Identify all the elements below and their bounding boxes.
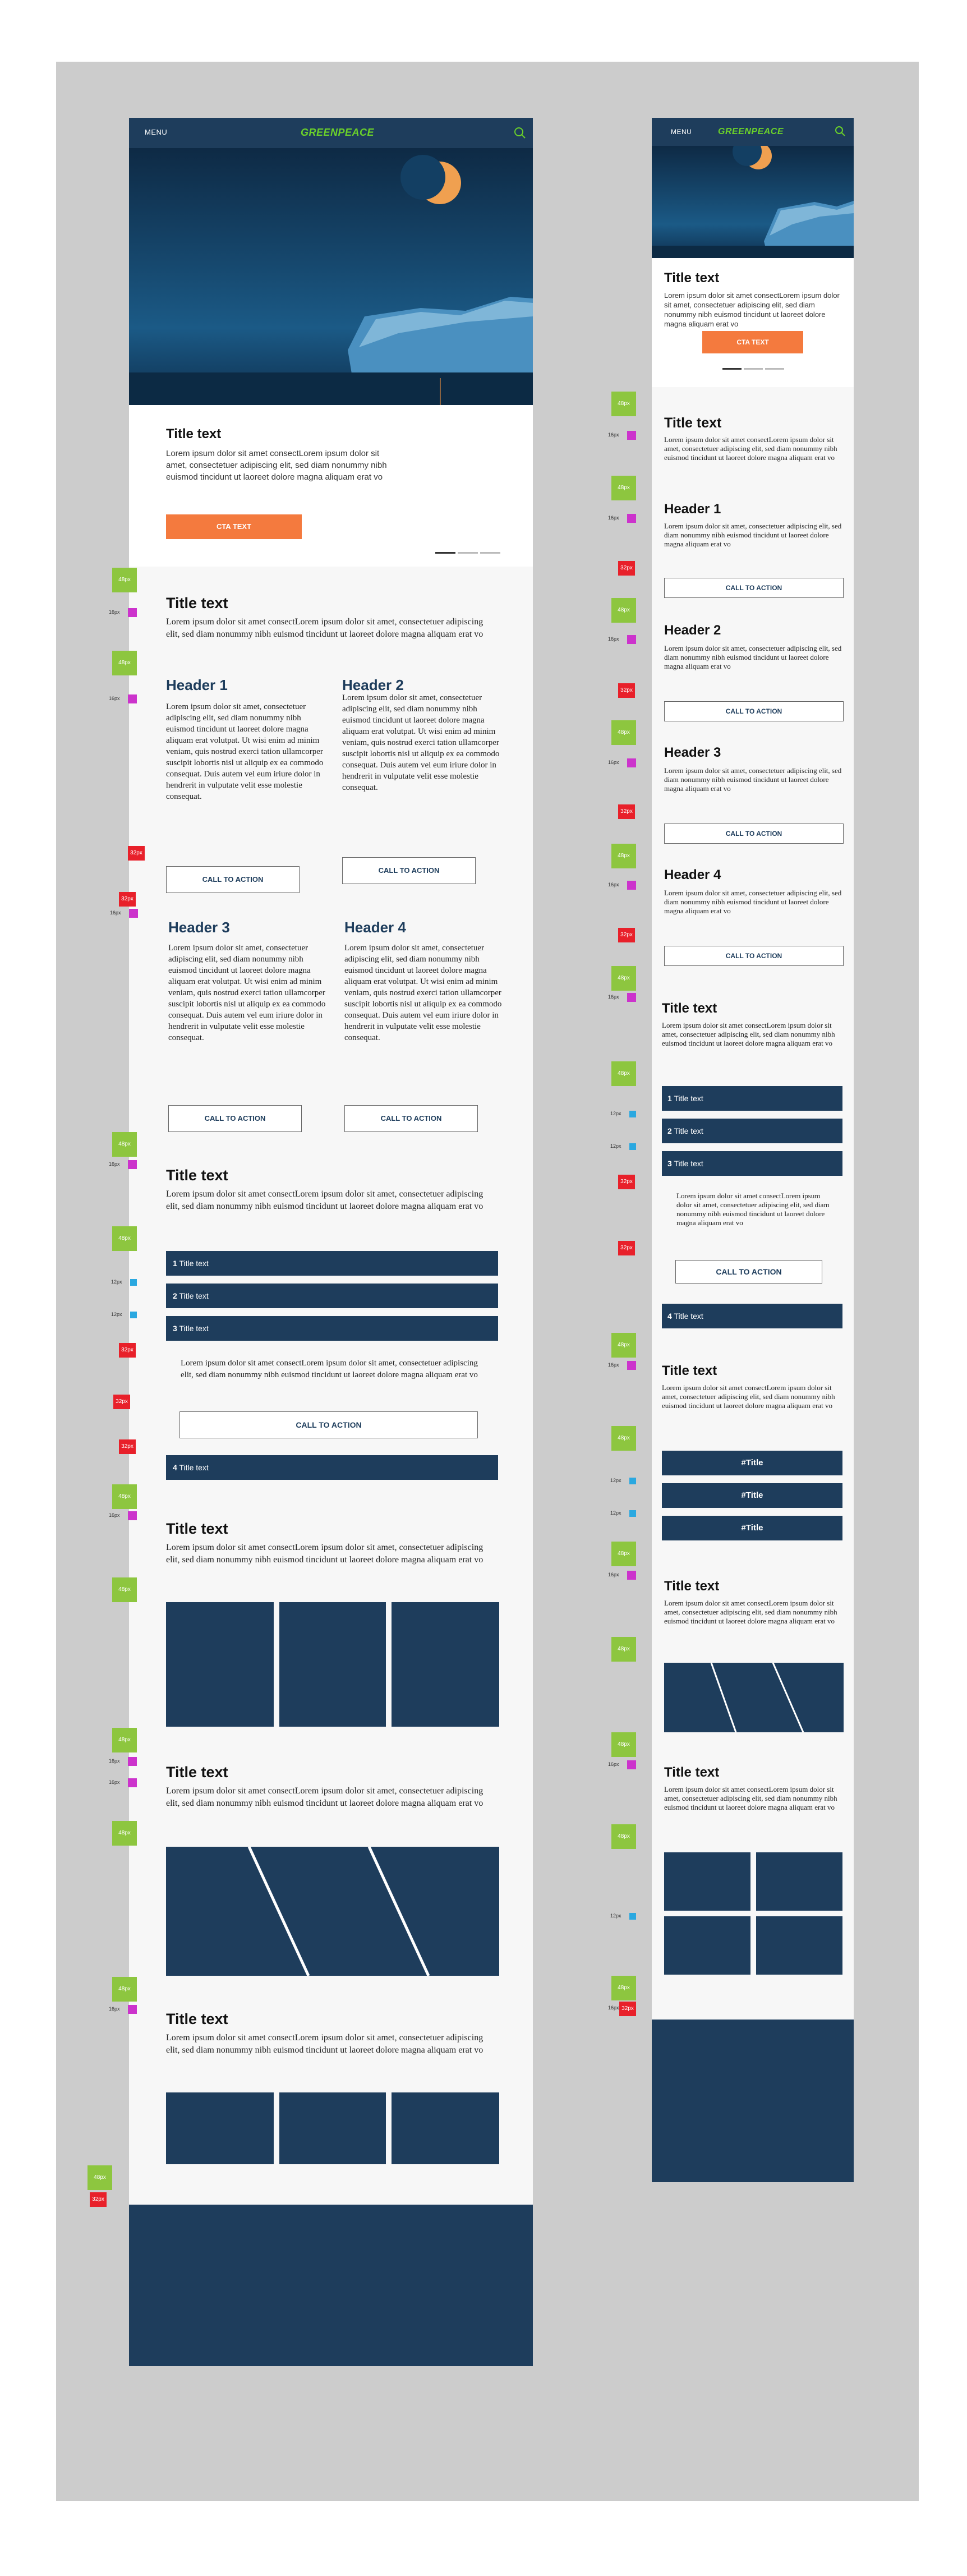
accordion-title: Title text [166,1167,228,1184]
accordion-item-label: Title text [179,1259,209,1268]
footer [652,2020,854,2182]
gallery-1-title: Title text [166,1520,228,1537]
menu-button[interactable]: MENU [145,128,168,136]
spacing-48-marker: 48px [611,476,636,500]
gallery-2-text: Lorem ipsum dolor sit amet consectLorem ipsum dolor sit amet, consectetuer adipiscing elit, sed diam nonummy nibh euismod tincidunt ut laoreet dolore magna aliquam erat vo [166,1786,483,1808]
accordion-item-label: Title text [674,1159,703,1168]
spacing-16-marker [128,2005,137,2014]
accordion-item-number: 1 [667,1094,672,1103]
header-4-cta[interactable]: CALL TO ACTION [344,1105,478,1132]
spacing-48-marker: 48px [112,1132,137,1157]
spacing-16-label: 16px [109,1758,120,1764]
gallery-slideshow[interactable] [664,1663,844,1732]
spacing-32-marker: 32px [619,2002,636,2016]
spacing-48-marker: 48px [611,844,636,868]
accordion-item[interactable] [662,1151,842,1176]
header-2-text: Lorem ipsum dolor sit amet, consectetuer adipiscing elit, sed diam nonummy nibh euismod tincidunt ut laoreet dolore magna aliquam erat vo [664,644,842,670]
spacing-12-marker [130,1279,137,1286]
accordion-item-label: Title text [179,1463,209,1472]
header-2-text: Lorem ipsum dolor sit amet, consectetuer adipiscing elit, sed diam nonummy nibh euismod tincidunt ut laoreet dolore magna aliquam erat volutpat. Ut wisi enim ad minim veniam, quis nostrud exerci tation ullamcorper suscipit lobortis nisl ut aliquip ex ea commodo consequat. Duis autem vel eum iriure dolor in hendrerit in vulputate velit esse molestie consequat. [342,693,500,792]
spacing-12-label: 12px [111,1279,122,1285]
spacing-12-marker [629,1478,636,1484]
header-4-text: Lorem ipsum dolor sit amet, consectetuer adipiscing elit, sed diam nonummy nibh euismod tincidunt ut laoreet dolore magna aliquam erat vo [664,889,842,915]
carousel-dot[interactable] [744,368,763,370]
spacing-48-marker: 48px [112,1821,137,1846]
spacing-12-marker [629,1143,636,1150]
spacing-48-marker: 48px [611,1976,636,2000]
gallery-tile[interactable] [166,1602,274,1727]
header-2-cta[interactable]: CALL TO ACTION [342,857,476,884]
accordion-item[interactable] [166,1316,498,1341]
spacing-16-label: 16px [608,1761,619,1767]
spacing-16-label: 16px [608,515,619,521]
spacing-48-marker: 48px [112,1577,137,1602]
search-icon[interactable] [835,126,846,137]
spacing-16-label: 16px [608,994,619,1000]
spacing-48-marker: 48px [112,1977,137,2002]
spacing-48-marker: 48px [611,598,636,623]
gallery-slideshow[interactable] [166,1847,499,1976]
spacing-32-marker: 32px [618,1175,635,1189]
spacing-16-label: 16px [608,432,619,438]
tag-button[interactable]: #Title [662,1451,842,1475]
gallery-tile[interactable] [392,1602,499,1727]
spacing-16-marker [627,993,636,1002]
accordion-text: Lorem ipsum dolor sit amet consectLorem ipsum dolor sit amet, consectetuer adipiscing elit, sed diam nonummy nibh euismod tincidunt ut laoreet dolore magna aliquam erat vo [662,1021,835,1047]
tag-button[interactable]: #Title [662,1483,842,1508]
spacing-16-marker [627,1361,636,1370]
header-2-title: Header 2 [664,623,721,638]
spacing-16-marker [627,431,636,440]
hero-content [129,405,533,567]
cta-button[interactable]: CTA TEXT [166,514,302,539]
accordion-item[interactable] [166,1251,498,1276]
spacing-16-label: 16px [109,609,120,615]
header-1-text: Lorem ipsum dolor sit amet, consectetuer adipiscing elit, sed diam nonummy nibh euismod tincidunt ut laoreet dolore magna aliquam erat volutpat. Ut wisi enim ad minim veniam, quis nostrud exerci tation ullamcorper suscipit lobortis nisl ut aliquip ex ea commodo consequat. Duis autem vel eum iriure dolor in hendrerit in vulputate velit esse molestie consequat. [166,702,324,801]
spacing-16-label: 16px [608,882,619,887]
header-3-title: Header 3 [168,919,230,936]
header-3-text: Lorem ipsum dolor sit amet, consectetuer adipiscing elit, sed diam nonummy nibh euismod tincidunt ut laoreet dolore magna aliquam erat vo [664,766,842,793]
accordion-item-number: 4 [667,1312,672,1321]
accordion-panel-cta[interactable]: CALL TO ACTION [675,1260,822,1284]
accordion-item-number: 3 [667,1159,672,1168]
spacing-16-marker [627,1760,636,1769]
accordion-item[interactable] [166,1455,498,1480]
header-2-cta[interactable]: CALL TO ACTION [664,701,844,721]
spacing-12-marker [629,1913,636,1920]
spacing-48-marker: 48px [611,720,636,745]
hero-image [129,148,533,405]
spacing-16-marker [627,1571,636,1580]
gallery-tile[interactable] [279,1602,386,1727]
gallery-tile[interactable] [166,2092,274,2164]
accordion-item-number: 2 [173,1291,177,1300]
spacing-32-marker: 32px [119,892,136,907]
header-3-cta[interactable]: CALL TO ACTION [168,1105,302,1132]
spacing-48-marker: 48px [112,568,137,592]
gallery-3-title: Title text [166,2011,228,2027]
spacing-32-marker: 32px [113,1395,130,1409]
gallery-3-text: Lorem ipsum dolor sit amet consectLorem ipsum dolor sit amet, consectetuer adipiscing elit, sed diam nonummy nibh euismod tincidunt ut laoreet dolore magna aliquam erat vo [166,2033,483,2055]
accordion-panel-text: Lorem ipsum dolor sit amet consectLorem ipsum dolor sit amet, consectetuer adipiscing elit, sed diam nonummy nibh euismod tincidunt ut laoreet dolore magna aliquam erat vo [676,1192,830,1227]
gallery-tile[interactable] [392,2092,499,2164]
intro-text: Lorem ipsum dolor sit amet consectLorem ipsum dolor sit amet, consectetuer adipiscing elit, sed diam nonummy nibh euismod tincidunt ut laoreet dolore magna aliquam erat vo [166,617,483,639]
gallery-2-text: Lorem ipsum dolor sit amet consectLorem ipsum dolor sit amet, consectetuer adipiscing elit, sed diam nonummy nibh euismod tincidunt ut laoreet dolore magna aliquam erat vo [664,1785,837,1811]
header-3-text: Lorem ipsum dolor sit amet, consectetuer adipiscing elit, sed diam nonummy nibh euismod tincidunt ut laoreet dolore magna aliquam erat volutpat. Ut wisi enim ad minim veniam, quis nostrud exerci tation ullamcorper suscipit lobortis nisl ut aliquip ex ea commodo consequat. Duis autem vel eum iriure dolor in hendrerit in vulputate velit esse molestie consequat. [168,944,326,1042]
spacing-48-marker: 48px [611,966,636,991]
accordion-title: Title text [662,1001,717,1016]
accordion-item-number: 4 [173,1463,177,1472]
spacing-16-label: 16px [608,2005,619,2011]
header-1-title: Header 1 [664,502,721,517]
spacing-16-label: 16px [608,760,619,765]
gallery-1-text: Lorem ipsum dolor sit amet consectLorem ipsum dolor sit amet, consectetuer adipiscing elit, sed diam nonummy nibh euismod tincidunt ut laoreet dolore magna aliquam erat vo [664,1599,837,1625]
spacing-32-marker: 32px [618,1241,635,1255]
carousel-dot[interactable] [480,552,500,554]
accordion-panel-cta[interactable]: CALL TO ACTION [179,1411,478,1438]
accordion-item-label: Title text [674,1126,703,1135]
spacing-48-marker: 48px [611,1426,636,1451]
spacing-12-marker [130,1312,137,1318]
spacing-16-label: 16px [110,910,121,916]
accordion-item-label: Title text [179,1291,209,1300]
accordion-item[interactable] [662,1304,842,1328]
header-3-title: Header 3 [664,745,721,760]
gallery-tile[interactable] [664,1852,750,1911]
header-4-cta[interactable]: CALL TO ACTION [664,946,844,966]
carousel-dot[interactable] [722,368,742,370]
menu-button[interactable]: MENU [671,128,692,136]
accordion-item-number: 3 [173,1324,177,1333]
spacing-48-marker: 48px [88,2165,112,2190]
header-4-text: Lorem ipsum dolor sit amet, consectetuer adipiscing elit, sed diam nonummy nibh euismod tincidunt ut laoreet dolore magna aliquam erat volutpat. Ut wisi enim ad minim veniam, quis nostrud exerci tation ullamcorper suscipit lobortis nisl ut aliquip ex ea commodo consequat. Duis autem vel eum iriure dolor in hendrerit in vulputate velit esse molestie consequat. [344,944,502,1042]
hero-image [652,146,854,258]
top-nav [652,118,854,146]
spacing-32-marker: 32px [618,561,635,576]
carousel-dot[interactable] [765,368,784,370]
spacing-12-label: 12px [610,1143,621,1149]
header-1-cta[interactable]: CALL TO ACTION [166,866,300,893]
accordion-item-label: Title text [674,1094,703,1103]
spacing-48-marker: 48px [611,1824,636,1849]
spacing-32-marker: 32px [618,928,635,942]
spacing-48-marker: 48px [611,1732,636,1757]
spacing-16-marker [128,694,137,703]
spacing-16-marker [128,1160,137,1169]
spacing-16-marker [129,909,138,918]
spacing-48-marker: 48px [611,1637,636,1662]
accordion-item-number: 2 [667,1126,672,1135]
hero-landscape [652,146,854,258]
spacing-16-label: 16px [608,1572,619,1577]
cta-button[interactable]: CTA TEXT [702,331,803,353]
header-1-title: Header 1 [166,677,228,693]
spacing-16-label: 16px [608,1362,619,1368]
hero-content [652,258,854,387]
spacing-16-label: 16px [109,1779,120,1785]
spacing-16-label: 16px [109,2006,120,2012]
greenpeace-logo[interactable]: GREENPEACE [718,127,784,136]
spacing-32-marker: 32px [618,804,635,819]
spacing-48-marker: 48px [611,1061,636,1086]
intro-text: Lorem ipsum dolor sit amet consectLorem ipsum dolor sit amet, consectetuer adipiscing elit, sed diam nonummy nibh euismod tincidunt ut laoreet dolore magna aliquam erat vo [664,435,837,462]
spacing-32-marker: 32px [119,1439,136,1454]
hero-landscape [129,148,533,405]
gallery-tile[interactable] [279,2092,386,2164]
gallery-2-title: Title text [166,1764,228,1781]
spacing-48-marker: 48px [112,1226,137,1251]
header-4-title: Header 4 [664,867,721,882]
accordion-item-label: Title text [674,1312,703,1321]
spacing-48-marker: 48px [611,392,636,416]
greenpeace-logo[interactable]: GREENPEACE [301,127,375,138]
header-3-cta[interactable]: CALL TO ACTION [664,824,844,844]
header-2-title: Header 2 [342,677,404,693]
spacing-16-label: 16px [109,1161,120,1167]
gallery-tile[interactable] [664,1916,750,1975]
hero-text: Lorem ipsum dolor sit amet consectLorem ipsum dolor sit amet, consectetuer adipiscing elit, sed diam nonummy nibh euismod tincidunt ut laoreet dolore magna aliquam erat vo [166,449,387,482]
accordion-item[interactable] [662,1086,842,1111]
spacing-48-marker: 48px [112,651,137,675]
accordion-item-number: 1 [173,1259,177,1268]
spacing-12-label: 12px [111,1312,122,1317]
header-1-cta[interactable]: CALL TO ACTION [664,578,844,598]
gallery-tile[interactable] [756,1916,842,1975]
hero-text: Lorem ipsum dolor sit amet consectLorem ipsum dolor sit amet, consectetuer adipiscing elit, sed diam nonummy nibh euismod tincidunt ut laoreet dolore magna aliquam erat vo [664,291,840,328]
carousel-dot[interactable] [435,552,455,554]
tags-title: Title text [662,1363,717,1378]
spacing-48-marker: 48px [112,1728,137,1752]
top-nav [129,118,533,148]
hero-title: Title text [664,270,720,286]
spacing-16-label: 16px [109,696,120,701]
spacing-12-marker [629,1111,636,1117]
spacing-48-marker: 48px [611,1333,636,1358]
spacing-32-marker: 32px [119,1343,136,1358]
spacing-16-marker [627,514,636,523]
spacing-32-marker: 32px [90,2192,107,2207]
spacing-16-marker [128,1778,137,1787]
spacing-16-marker [627,758,636,767]
hero-title: Title text [166,426,222,441]
gallery-2-title: Title text [664,1765,720,1780]
footer [129,2205,533,2366]
gallery-1-text: Lorem ipsum dolor sit amet consectLorem ipsum dolor sit amet, consectetuer adipiscing elit, sed diam nonummy nibh euismod tincidunt ut laoreet dolore magna aliquam erat vo [166,1543,483,1565]
spacing-32-marker: 32px [618,683,635,698]
spacing-16-marker [128,1511,137,1520]
spacing-16-marker [627,635,636,644]
gallery-1-title: Title text [664,1579,720,1594]
spacing-12-label: 12px [610,1510,621,1516]
accordion-panel-text: Lorem ipsum dolor sit amet consectLorem ipsum dolor sit amet, consectetuer adipiscing elit, sed diam nonummy nibh euismod tincidunt ut laoreet dolore magna aliquam erat vo [181,1359,478,1379]
intro-title: Title text [166,595,228,611]
desktop-frame [129,118,533,2366]
accordion-item[interactable] [166,1284,498,1308]
spacing-12-label: 12px [610,1111,621,1116]
intro-title: Title text [664,415,722,431]
spacing-16-label: 16px [109,1512,120,1518]
carousel-dot[interactable] [458,552,478,554]
spacing-16-label: 16px [608,636,619,642]
spacing-32-marker: 32px [128,846,145,861]
header-4-title: Header 4 [344,919,406,936]
spacing-12-label: 12px [610,1913,621,1919]
accordion-item[interactable] [662,1119,842,1143]
spacing-12-marker [629,1510,636,1517]
spacing-16-marker [627,881,636,890]
spacing-48-marker: 48px [112,1484,137,1509]
tags-text: Lorem ipsum dolor sit amet consectLorem ipsum dolor sit amet, consectetuer adipiscing elit, sed diam nonummy nibh euismod tincidunt ut laoreet dolore magna aliquam erat vo [662,1383,835,1410]
spacing-48-marker: 48px [611,1542,636,1566]
tag-button[interactable]: #Title [662,1516,842,1540]
search-icon[interactable] [514,127,526,139]
spacing-16-marker [128,1757,137,1766]
spacing-12-label: 12px [610,1478,621,1483]
accordion-text: Lorem ipsum dolor sit amet consectLorem ipsum dolor sit amet, consectetuer adipiscing elit, sed diam nonummy nibh euismod tincidunt ut laoreet dolore magna aliquam erat vo [166,1189,483,1211]
mobile-frame [652,118,854,2182]
spacing-16-marker [128,608,137,617]
gallery-tile[interactable] [756,1852,842,1911]
accordion-item-label: Title text [179,1324,209,1333]
header-1-text: Lorem ipsum dolor sit amet, consectetuer adipiscing elit, sed diam nonummy nibh euismod tincidunt ut laoreet dolore magna aliquam erat vo [664,522,842,548]
